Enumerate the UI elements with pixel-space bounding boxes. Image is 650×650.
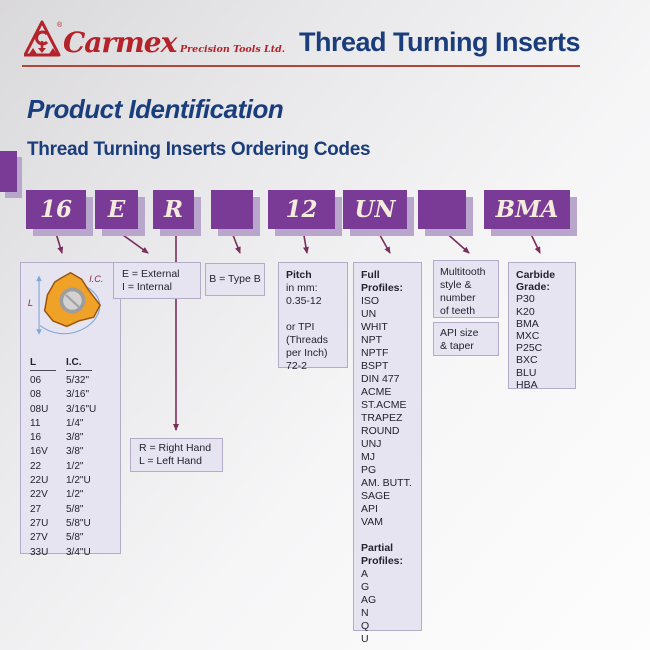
- carbide-heading: Carbide: [516, 269, 556, 281]
- table-cell: 22: [30, 460, 42, 472]
- full-profile-item: NPTF: [361, 347, 389, 359]
- pitch-lines: [286, 282, 340, 373]
- full-profile-item: NPT: [361, 334, 382, 346]
- left-hand-line: L = Left Hand: [139, 455, 202, 467]
- table-cell: 16: [30, 432, 42, 444]
- pitch-line: 72-2: [286, 360, 308, 372]
- table-cell: 27V: [30, 532, 48, 544]
- table-cell: 27U: [30, 517, 49, 529]
- partial-profiles-heading: Partial: [361, 542, 394, 554]
- table-cell: 3/16": [66, 389, 90, 401]
- table-row: [27, 517, 114, 531]
- carbide-item: P25C: [516, 342, 543, 355]
- code-label: 16: [39, 196, 72, 223]
- panel-external-internal: [113, 262, 201, 299]
- pitch-line: (Threads: [286, 334, 329, 346]
- table-row: [27, 503, 114, 517]
- table-cell: 22U: [30, 475, 49, 487]
- table-cell: 16V: [30, 446, 48, 458]
- full-profiles-heading: Full: [361, 269, 380, 281]
- table-row: [27, 445, 114, 459]
- full-profile-item: BSPT: [361, 360, 389, 372]
- brand-wordmark: Carmex: [63, 26, 177, 59]
- code-label: R: [163, 196, 184, 223]
- table-cell: 1/2": [66, 489, 84, 501]
- table-row: [27, 374, 114, 388]
- table-cell: 3/16"U: [66, 403, 97, 415]
- pitch-line: 0.35-12: [286, 295, 322, 307]
- table-row: [27, 403, 114, 417]
- code-label: BMA: [495, 196, 559, 223]
- pitch-line: in mm:: [286, 282, 318, 294]
- table-cell: 1/2"U: [66, 475, 91, 487]
- partial-profile-item: G: [361, 581, 370, 593]
- multitooth-line: style &: [440, 279, 472, 291]
- size-table-header: [27, 356, 114, 371]
- full-profiles-heading: Profiles:: [361, 282, 404, 294]
- partial-profile-item: N: [361, 607, 369, 619]
- carbide-list: [516, 293, 568, 391]
- code-box-hand-ei: [95, 190, 138, 229]
- code-label: UN: [354, 196, 396, 223]
- full-profile-item: ST.ACME: [361, 399, 407, 411]
- panel-profiles: [353, 262, 422, 645]
- carbide-item: BXC: [516, 354, 538, 367]
- carbide-item: HBA: [516, 378, 538, 391]
- heading-accent-bar: [0, 151, 17, 192]
- api-size-lines: [440, 327, 492, 353]
- table-row: [27, 417, 114, 431]
- code-box-teeth: [418, 190, 466, 229]
- panel-insert-size: [20, 262, 121, 558]
- table-cell: 11: [30, 417, 41, 429]
- multitooth-line: of teeth: [440, 305, 476, 317]
- full-profile-item: ISO: [361, 295, 380, 307]
- table-cell: 06: [30, 375, 42, 386]
- pitch-line: [286, 308, 340, 321]
- svg-text:®: ®: [57, 22, 62, 29]
- dim-l-label: L: [27, 298, 34, 309]
- dim-ic-label: I.C.: [89, 273, 104, 284]
- partial-profile-item: AG: [361, 594, 377, 606]
- carbide-item: BLU: [516, 366, 537, 379]
- code-box-type: [211, 190, 253, 229]
- table-cell: 5/8": [66, 503, 84, 515]
- code-box-profile: [343, 190, 407, 229]
- code-label: E: [107, 196, 126, 223]
- table-cell: 1/4": [66, 417, 84, 429]
- full-profiles-list: [361, 295, 414, 529]
- carbide-heading: Grade:: [516, 281, 550, 294]
- full-profile-item: MJ: [361, 451, 375, 463]
- section-subtitle: Thread Turning Inserts Ordering Codes: [27, 139, 371, 160]
- table-cell: 08U: [30, 403, 49, 415]
- full-profile-item: TRAPEZ: [361, 412, 403, 424]
- table-cell: 5/32": [66, 375, 90, 386]
- table-cell: 3/8": [66, 446, 84, 458]
- multitooth-lines: [440, 266, 492, 318]
- panel-multitooth: [433, 260, 499, 318]
- right-hand-line: R = Right Hand: [139, 442, 212, 454]
- full-profile-item: WHIT: [361, 321, 388, 333]
- table-row: [27, 488, 114, 502]
- full-profile-item: PG: [361, 464, 377, 476]
- pitch-title: Pitch: [286, 269, 312, 281]
- carbide-item: BMA: [516, 317, 539, 330]
- api-size-line: API size: [440, 327, 479, 339]
- table-row: [27, 460, 114, 474]
- full-profile-item: API: [361, 503, 378, 515]
- panel-type-b: [205, 263, 265, 296]
- carbide-item: MXC: [516, 330, 540, 343]
- size-table: [27, 374, 114, 560]
- partial-profile-item: A: [361, 568, 369, 580]
- multitooth-line: number: [440, 292, 476, 304]
- full-profile-item: DIN 477: [361, 373, 400, 385]
- panel-api-size: [433, 322, 499, 356]
- pitch-line: or TPI: [286, 321, 315, 333]
- panel-carbide-grade: [508, 262, 576, 389]
- page-title: Thread Turning Inserts: [298, 27, 580, 57]
- table-row: [27, 474, 114, 488]
- internal-line: I = Internal: [122, 280, 172, 293]
- api-size-line: & taper: [440, 340, 474, 352]
- header-rule: [22, 65, 580, 67]
- panel-hand: [130, 438, 223, 472]
- partial-profiles-heading: Profiles:: [361, 555, 404, 567]
- table-cell: 08: [30, 389, 42, 401]
- code-label: 12: [285, 196, 318, 223]
- code-box-grade: [484, 190, 570, 229]
- brand-subtitle: Precision Tools Ltd.: [180, 44, 286, 55]
- carbide-item: K20: [516, 305, 535, 318]
- table-cell: 3/4"U: [66, 546, 91, 558]
- full-profile-item: VAM: [361, 516, 383, 528]
- pitch-line: per Inch): [286, 347, 328, 359]
- type-b-line: B = Type B: [209, 273, 261, 285]
- table-cell: 3/8": [66, 432, 84, 444]
- code-box-size: [26, 190, 86, 229]
- full-profile-item: UN: [361, 308, 377, 320]
- table-cell: 27: [30, 503, 42, 515]
- partial-profile-item: Q: [361, 620, 370, 632]
- table-cell: 5/8"U: [66, 517, 91, 529]
- col-header-ic: I.C.: [66, 356, 92, 371]
- full-profile-item: AM. BUTT.: [361, 477, 412, 489]
- table-cell: 1/2": [66, 460, 84, 472]
- panel-pitch: [278, 262, 348, 372]
- table-cell: 5/8": [66, 532, 84, 544]
- carmex-logo-icon: [24, 19, 62, 61]
- full-profile-item: SAGE: [361, 490, 391, 502]
- full-profile-item: ACME: [361, 386, 392, 398]
- table-cell: 33U: [30, 546, 49, 558]
- partial-profile-item: U: [361, 633, 369, 645]
- partial-profiles-list: [361, 568, 414, 646]
- table-row: [27, 388, 114, 402]
- full-profile-item: UNJ: [361, 438, 382, 450]
- carbide-item: P30: [516, 293, 535, 306]
- external-line: E = External: [122, 267, 180, 280]
- table-cell: 22V: [30, 489, 48, 501]
- section-title: Product Identification: [27, 94, 284, 124]
- insert-diagram: [27, 266, 115, 348]
- table-row: [27, 546, 114, 560]
- code-box-hand-rl: [153, 190, 194, 229]
- table-row: [27, 431, 114, 445]
- col-header-l: L: [30, 356, 56, 371]
- code-box-pitch: [268, 190, 335, 229]
- full-profile-item: ROUND: [361, 425, 400, 437]
- table-row: [27, 531, 114, 545]
- multitooth-line: Multitooth: [440, 266, 486, 278]
